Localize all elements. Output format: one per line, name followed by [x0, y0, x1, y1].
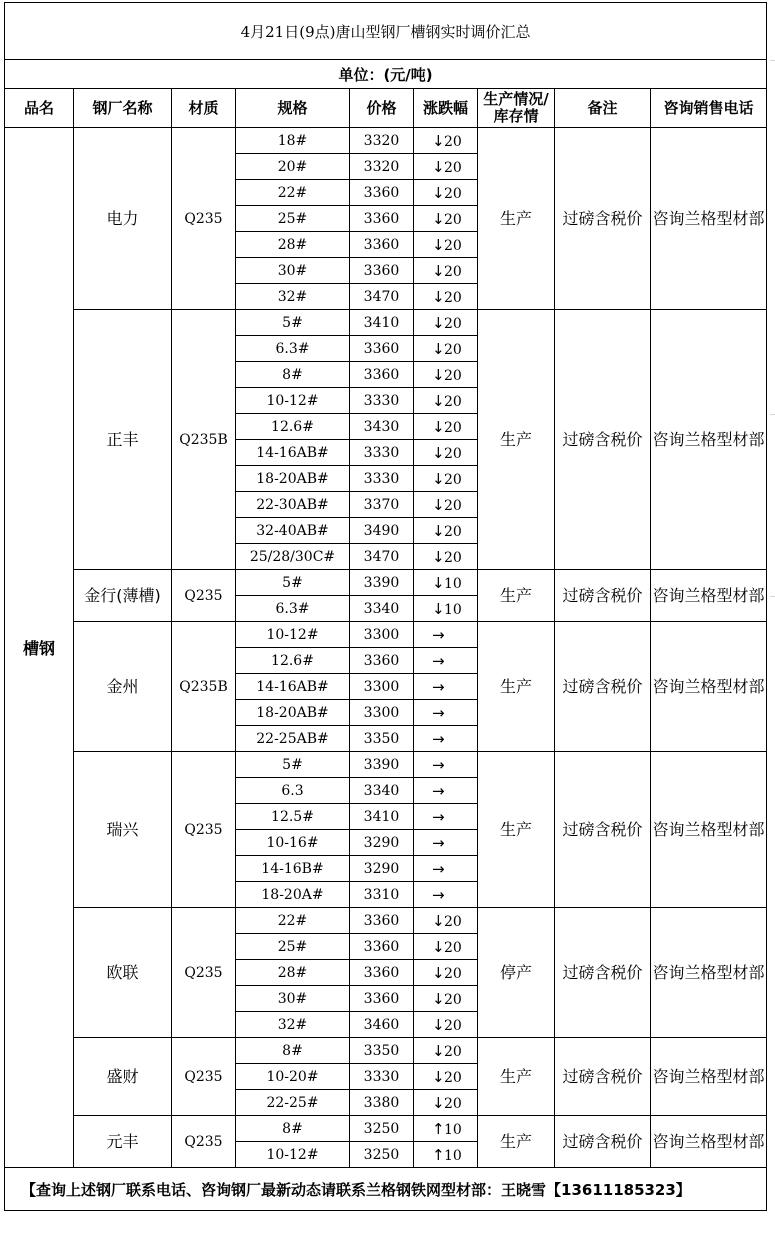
production-status: 停产: [478, 908, 555, 1038]
production-status: 生产: [478, 310, 555, 570]
price-cell: 3340: [350, 778, 414, 804]
change-cell: [414, 960, 478, 986]
arrow-down-icon: ↓: [432, 937, 445, 956]
spec-cell: 6.3: [236, 778, 350, 804]
spec-cell: 30#: [236, 986, 350, 1012]
spec-cell: 8#: [236, 1116, 350, 1142]
price-note: 过磅含税价: [555, 570, 651, 622]
change-cell: [414, 440, 478, 466]
change-cell: [414, 622, 478, 648]
change-cell: [414, 154, 478, 180]
price-cell: 3250: [350, 1116, 414, 1142]
spec-cell: 22#: [236, 180, 350, 206]
mill-name: 正丰: [74, 310, 172, 570]
table-row: [5, 128, 767, 154]
spec-cell: 8#: [236, 1038, 350, 1064]
spec-cell: 32#: [236, 1012, 350, 1038]
change-amount: 20: [444, 419, 462, 436]
price-cell: 3360: [350, 362, 414, 388]
product-name: 槽钢: [5, 128, 74, 1168]
mill-name: 元丰: [74, 1116, 172, 1168]
change-cell: [414, 336, 478, 362]
spec-cell: 12.6#: [236, 648, 350, 674]
arrow-down-icon: ↓: [432, 495, 445, 514]
spec-cell: 30#: [236, 258, 350, 284]
production-status: 生产: [478, 752, 555, 908]
arrow-down-icon: ↓: [432, 963, 445, 982]
change-amount: 20: [444, 211, 462, 228]
change-amount: 20: [444, 133, 462, 150]
price-cell: 3470: [350, 284, 414, 310]
price-cell: 3310: [350, 882, 414, 908]
production-status: 生产: [478, 1038, 555, 1116]
price-sheet: [4, 2, 766, 1211]
price-cell: 3300: [350, 674, 414, 700]
spec-cell: 22#: [236, 908, 350, 934]
spec-cell: 6.3#: [236, 596, 350, 622]
change-amount: 10: [444, 1121, 462, 1138]
price-note: 过磅含税价: [555, 622, 651, 752]
spec-cell: 10-20#: [236, 1064, 350, 1090]
change-cell: [414, 804, 478, 830]
footer-contact-note: 【查询上述钢厂联系电话、咨询钢厂最新动态请联系兰格钢铁网型材部：王晓雪【13611185323】: [5, 1168, 767, 1211]
change-cell: [414, 206, 478, 232]
spec-cell: 25#: [236, 934, 350, 960]
price-cell: 3410: [350, 804, 414, 830]
price-note: 过磅含税价: [555, 128, 651, 310]
arrow-flat-icon: →: [432, 807, 445, 826]
change-cell: [414, 648, 478, 674]
change-amount: 20: [444, 991, 462, 1008]
contact-cell: 咨询兰格型材部: [651, 622, 767, 752]
price-cell: 3470: [350, 544, 414, 570]
change-cell: [414, 518, 478, 544]
price-cell: 3250: [350, 1142, 414, 1168]
contact-cell: 咨询兰格型材部: [651, 570, 767, 622]
arrow-flat-icon: →: [432, 885, 445, 904]
header-status: 生产情况/库存情: [478, 89, 555, 128]
spec-cell: 25#: [236, 206, 350, 232]
mill-name: 欧联: [74, 908, 172, 1038]
change-cell: [414, 128, 478, 154]
change-amount: 20: [444, 315, 462, 332]
arrow-up-icon: ↑: [432, 1145, 445, 1164]
mill-material: Q235: [172, 128, 236, 310]
price-cell: 3360: [350, 934, 414, 960]
footer-row: [5, 1168, 767, 1211]
price-cell: 3360: [350, 232, 414, 258]
change-amount: 20: [444, 471, 462, 488]
spec-cell: 12.5#: [236, 804, 350, 830]
change-cell: [414, 856, 478, 882]
change-amount: 20: [444, 523, 462, 540]
arrow-flat-icon: →: [432, 729, 445, 748]
spec-cell: 18#: [236, 128, 350, 154]
arrow-down-icon: ↓: [432, 1015, 445, 1034]
spec-cell: 12.6#: [236, 414, 350, 440]
sheet-gridline: [770, 60, 775, 61]
change-amount: 10: [444, 575, 462, 592]
arrow-down-icon: ↓: [432, 417, 445, 436]
arrow-flat-icon: →: [432, 755, 445, 774]
change-cell: [414, 934, 478, 960]
price-cell: 3320: [350, 154, 414, 180]
spec-cell: 14-16AB#: [236, 674, 350, 700]
arrow-down-icon: ↓: [432, 573, 445, 592]
change-amount: 20: [444, 1095, 462, 1112]
change-cell: [414, 986, 478, 1012]
spec-cell: 20#: [236, 154, 350, 180]
price-cell: 3330: [350, 388, 414, 414]
header-change: 涨跌幅: [414, 89, 478, 128]
arrow-down-icon: ↓: [432, 1041, 445, 1060]
change-cell: [414, 726, 478, 752]
price-cell: 3330: [350, 466, 414, 492]
spec-cell: 28#: [236, 232, 350, 258]
price-cell: 3300: [350, 700, 414, 726]
price-cell: 3360: [350, 648, 414, 674]
mill-material: Q235B: [172, 622, 236, 752]
table-row: [5, 570, 767, 596]
price-cell: 3460: [350, 1012, 414, 1038]
arrow-down-icon: ↓: [432, 443, 445, 462]
arrow-flat-icon: →: [432, 833, 445, 852]
change-cell: [414, 1012, 478, 1038]
arrow-down-icon: ↓: [432, 989, 445, 1008]
mill-name: 盛财: [74, 1038, 172, 1116]
arrow-down-icon: ↓: [432, 365, 445, 384]
change-cell: [414, 492, 478, 518]
header-price: 价格: [350, 89, 414, 128]
header-note: 备注: [555, 89, 651, 128]
price-cell: 3360: [350, 986, 414, 1012]
arrow-down-icon: ↓: [432, 261, 445, 280]
production-status: 生产: [478, 128, 555, 310]
price-cell: 3390: [350, 752, 414, 778]
table-row: [5, 1116, 767, 1142]
price-cell: 3290: [350, 856, 414, 882]
arrow-flat-icon: →: [432, 651, 445, 670]
change-amount: 20: [444, 185, 462, 202]
arrow-down-icon: ↓: [432, 209, 445, 228]
change-cell: [414, 1064, 478, 1090]
change-cell: [414, 414, 478, 440]
contact-cell: 咨询兰格型材部: [651, 1116, 767, 1168]
contact-cell: 咨询兰格型材部: [651, 908, 767, 1038]
arrow-down-icon: ↓: [432, 391, 445, 410]
table-row: [5, 752, 767, 778]
mill-material: Q235: [172, 570, 236, 622]
arrow-down-icon: ↓: [432, 1093, 445, 1112]
change-cell: [414, 180, 478, 206]
change-cell: [414, 908, 478, 934]
header-mill: 钢厂名称: [74, 89, 172, 128]
spec-cell: 10-12#: [236, 388, 350, 414]
production-status: 生产: [478, 1116, 555, 1168]
spec-cell: 8#: [236, 362, 350, 388]
table-row: [5, 622, 767, 648]
price-cell: 3360: [350, 180, 414, 206]
mill-material: Q235: [172, 908, 236, 1038]
change-amount: 20: [444, 393, 462, 410]
spec-cell: 14-16AB#: [236, 440, 350, 466]
header-spec: 规格: [236, 89, 350, 128]
change-cell: [414, 882, 478, 908]
change-amount: 20: [444, 341, 462, 358]
arrow-down-icon: ↓: [432, 469, 445, 488]
arrow-down-icon: ↓: [432, 235, 445, 254]
price-cell: 3390: [350, 570, 414, 596]
contact-cell: 咨询兰格型材部: [651, 128, 767, 310]
spec-cell: 25/28/30C#: [236, 544, 350, 570]
price-cell: 3430: [350, 414, 414, 440]
price-cell: 3360: [350, 336, 414, 362]
mill-material: Q235: [172, 1116, 236, 1168]
change-amount: 20: [444, 159, 462, 176]
spec-cell: 6.3#: [236, 336, 350, 362]
arrow-down-icon: ↓: [432, 183, 445, 202]
arrow-down-icon: ↓: [432, 287, 445, 306]
sheet-title: 4月21日(9点)唐山型钢厂槽钢实时调价汇总: [5, 3, 767, 60]
change-cell: [414, 674, 478, 700]
arrow-flat-icon: →: [432, 859, 445, 878]
spec-cell: 22-30AB#: [236, 492, 350, 518]
arrow-flat-icon: →: [432, 677, 445, 696]
price-cell: 3360: [350, 258, 414, 284]
unit-label: 单位：(元/吨): [5, 60, 767, 89]
change-cell: [414, 1116, 478, 1142]
price-note: 过磅含税价: [555, 310, 651, 570]
header-product: 品名: [5, 89, 74, 128]
price-table: [4, 2, 767, 1211]
change-cell: [414, 1090, 478, 1116]
price-cell: 3360: [350, 206, 414, 232]
spec-cell: 18-20AB#: [236, 700, 350, 726]
price-cell: 3290: [350, 830, 414, 856]
change-cell: [414, 596, 478, 622]
price-note: 过磅含税价: [555, 908, 651, 1038]
change-cell: [414, 570, 478, 596]
arrow-flat-icon: →: [432, 625, 445, 644]
mill-material: Q235B: [172, 310, 236, 570]
price-cell: 3350: [350, 726, 414, 752]
price-note: 过磅含税价: [555, 752, 651, 908]
spec-cell: 5#: [236, 752, 350, 778]
price-note: 过磅含税价: [555, 1116, 651, 1168]
change-amount: 20: [444, 289, 462, 306]
production-status: 生产: [478, 622, 555, 752]
table-row: [5, 310, 767, 336]
contact-cell: 咨询兰格型材部: [651, 1038, 767, 1116]
change-amount: 20: [444, 939, 462, 956]
change-cell: [414, 1038, 478, 1064]
spec-cell: 28#: [236, 960, 350, 986]
price-cell: 3330: [350, 440, 414, 466]
arrow-flat-icon: →: [432, 703, 445, 722]
change-amount: 20: [444, 913, 462, 930]
spec-cell: 18-20A#: [236, 882, 350, 908]
arrow-down-icon: ↓: [432, 911, 445, 930]
price-cell: 3380: [350, 1090, 414, 1116]
change-cell: [414, 232, 478, 258]
change-cell: [414, 284, 478, 310]
change-cell: [414, 700, 478, 726]
price-cell: 3360: [350, 960, 414, 986]
spec-cell: 18-20AB#: [236, 466, 350, 492]
spec-cell: 10-12#: [236, 622, 350, 648]
change-amount: 20: [444, 965, 462, 982]
arrow-down-icon: ↓: [432, 339, 445, 358]
spec-cell: 14-16B#: [236, 856, 350, 882]
mill-name: 瑞兴: [74, 752, 172, 908]
mill-name: 金州: [74, 622, 172, 752]
production-status: 生产: [478, 570, 555, 622]
change-cell: [414, 1142, 478, 1168]
mill-material: Q235: [172, 1038, 236, 1116]
change-amount: 20: [444, 1043, 462, 1060]
change-amount: 20: [444, 237, 462, 254]
change-amount: 10: [444, 601, 462, 618]
header-material: 材质: [172, 89, 236, 128]
arrow-flat-icon: →: [432, 781, 445, 800]
change-cell: [414, 388, 478, 414]
arrow-down-icon: ↓: [432, 313, 445, 332]
change-cell: [414, 544, 478, 570]
price-cell: 3300: [350, 622, 414, 648]
change-cell: [414, 778, 478, 804]
contact-cell: 咨询兰格型材部: [651, 752, 767, 908]
spec-cell: 32#: [236, 284, 350, 310]
change-cell: [414, 362, 478, 388]
price-cell: 3360: [350, 908, 414, 934]
change-amount: 20: [444, 263, 462, 280]
change-amount: 20: [444, 1069, 462, 1086]
spec-cell: 5#: [236, 310, 350, 336]
spec-cell: 22-25AB#: [236, 726, 350, 752]
mill-name: 金行(薄槽): [74, 570, 172, 622]
price-cell: 3320: [350, 128, 414, 154]
price-note: 过磅含税价: [555, 1038, 651, 1116]
arrow-down-icon: ↓: [432, 521, 445, 540]
change-amount: 20: [444, 445, 462, 462]
contact-cell: 咨询兰格型材部: [651, 310, 767, 570]
change-cell: [414, 310, 478, 336]
change-amount: 20: [444, 1017, 462, 1034]
arrow-up-icon: ↑: [432, 1119, 445, 1138]
change-amount: 20: [444, 497, 462, 514]
price-cell: 3350: [350, 1038, 414, 1064]
change-cell: [414, 830, 478, 856]
sheet-gridline: [770, 596, 775, 597]
price-cell: 3340: [350, 596, 414, 622]
arrow-down-icon: ↓: [432, 157, 445, 176]
table-row: [5, 1038, 767, 1064]
header-contact: 咨询销售电话: [651, 89, 767, 128]
arrow-down-icon: ↓: [432, 1067, 445, 1086]
price-cell: 3330: [350, 1064, 414, 1090]
spec-cell: 22-25#: [236, 1090, 350, 1116]
spec-cell: 10-16#: [236, 830, 350, 856]
spec-cell: 10-12#: [236, 1142, 350, 1168]
arrow-down-icon: ↓: [432, 131, 445, 150]
change-amount: 20: [444, 549, 462, 566]
mill-name: 电力: [74, 128, 172, 310]
arrow-down-icon: ↓: [432, 547, 445, 566]
change-cell: [414, 466, 478, 492]
change-cell: [414, 752, 478, 778]
price-cell: 3490: [350, 518, 414, 544]
table-row: [5, 908, 767, 934]
header-row: [5, 89, 767, 128]
change-amount: 10: [444, 1147, 462, 1164]
spec-cell: 5#: [236, 570, 350, 596]
change-amount: 20: [444, 367, 462, 384]
mill-material: Q235: [172, 752, 236, 908]
price-cell: 3410: [350, 310, 414, 336]
spec-cell: 32-40AB#: [236, 518, 350, 544]
price-cell: 3370: [350, 492, 414, 518]
change-cell: [414, 258, 478, 284]
arrow-down-icon: ↓: [432, 599, 445, 618]
sheet-gridline: [770, 414, 775, 415]
